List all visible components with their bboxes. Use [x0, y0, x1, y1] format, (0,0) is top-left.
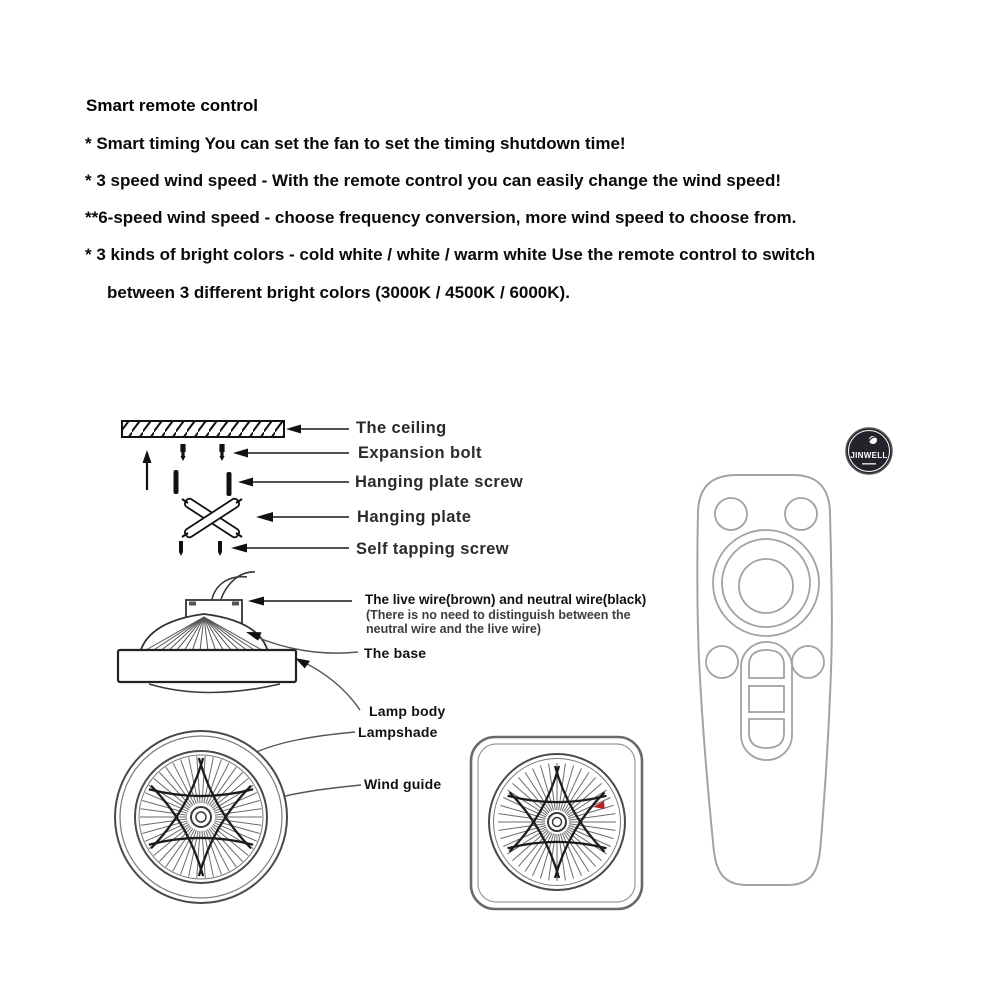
lamp-side-view-drawing [118, 572, 296, 693]
label-the-ceiling: The ceiling [356, 419, 447, 437]
hanging-plate-screw-leader-arrow [238, 478, 349, 487]
remote-control-drawing [697, 475, 832, 885]
label-hanging-plate-screw: Hanging plate screw [355, 473, 524, 491]
label-wire-note-1: (There is no need to distinguish between the [366, 608, 631, 622]
label-the-base: The base [364, 645, 427, 661]
label-live-neutral-wire: The live wire(brown) and neutral wire(black) [365, 592, 647, 607]
feature-line-timing: * Smart timing You can set the fan to set the timing shutdown time! [85, 134, 626, 153]
logo-brand-text: JINWELL [850, 451, 888, 460]
hanging-plate-leader-arrow [256, 512, 349, 522]
ceiling-leader-arrow [286, 425, 349, 434]
self-tapping-screw-leader-arrow [231, 544, 349, 553]
expansion-bolt-icon [180, 444, 224, 461]
label-self-tapping-screw: Self tapping screw [356, 540, 509, 558]
label-wind-guide: Wind guide [364, 776, 442, 792]
expansion-bolt-leader-arrow [233, 449, 349, 458]
feature-line-6speed: **6-speed wind speed - choose frequency conversion, more wind speed to choose from. [85, 208, 797, 227]
lamp-body-leader-line [293, 655, 360, 710]
hanging-plate-icon [182, 497, 242, 538]
logo-tagline-mark [862, 463, 876, 465]
self-tapping-screw-icon [179, 541, 222, 556]
feature-line-3speed: * 3 speed wind speed - With the remote control you can easily change the wind speed! [85, 171, 782, 190]
label-hanging-plate: Hanging plate [357, 508, 472, 526]
brand-logo [846, 428, 892, 474]
ceiling-drawing [122, 421, 284, 437]
feature-line-colors: * 3 kinds of bright colors - cold white / white / warm white Use the remote control to switch [85, 245, 816, 264]
up-arrow-icon [143, 450, 152, 490]
label-lampshade: Lampshade [358, 724, 438, 740]
wire-leader-arrow [248, 597, 352, 606]
label-expansion-bolt: Expansion bolt [358, 444, 482, 462]
label-lamp-body: Lamp body [369, 703, 446, 719]
label-wire-note-2: neutral wire and the live wire) [366, 622, 542, 636]
hanging-plate-screw-icon [174, 470, 232, 496]
fan-bottom-view-drawing [115, 731, 287, 903]
square-fan-drawing [471, 737, 642, 909]
feature-line-colors-cont: between 3 different bright colors (3000K / 4500K / 6000K). [107, 283, 570, 302]
page-title: Smart remote control [86, 96, 258, 115]
